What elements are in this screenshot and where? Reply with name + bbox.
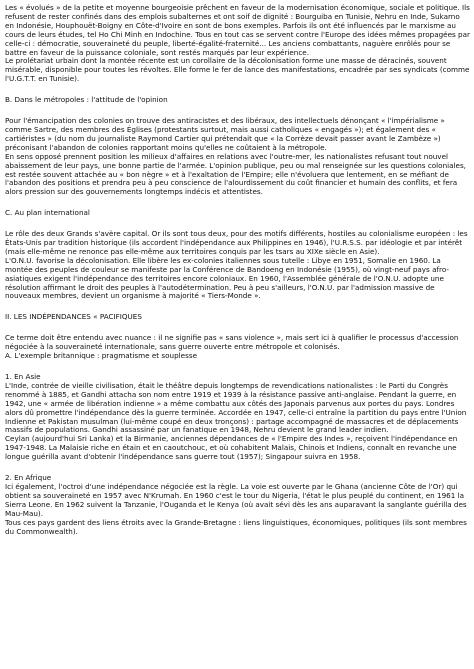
paragraph-ceylan: Ceylan (aujourd'hui Sri Lanka) et la Birmanie, anciennes dépendances de « l'Empire des Indes », reçoivent l'indépendance en 1947-1948. La Malaisie riche en étain et en caoutchouc, et où cohabitent Malais, Chinois et Indiens, connaît en revanche une longue guérilla avant d'obtenir l'indépendance sans guerre tout (1957); Singapour suivra en 1958. <box>5 434 458 462</box>
section-heading-independances: II. LES INDÉPENDANCES « PACIFIQUES <box>5 312 142 322</box>
paragraph-sens-oppose: En sens opposé prennent position les milieux d'affaires en relations avec l'outre-mer, les nationalistes refusant tout nouvel abaissement de leur pays, une bonne partie de l'armée. L'opinion publique, peu ou mal renseignée sur les questions coloniales, est restée souvent attachée au « bon nègre » et à l'exaltation de l'Empire; elle n'évoluera que lentement, en se méfiant de l'abandon des positions et prendra peu à peu conscience de l'alourdissement du coût financier et humain des conflits, et fera alors pression sur des gouvernements longtemps indécis et attentistes. <box>5 151 466 197</box>
paragraph-evolues: Les « évolués » de la petite et moyenne bourgeoisie prêchent en faveur de la modernisation économique, sociale et politique. Ils refusent de rester confinés dans des emplois subalternes et ont soif de dignité : Bourguiba en Tunisie, Nehru en Inde, Sukarno en Indonésie, Houphouët-Boigny en Côte-d'Ivoire en sont de bons exemples. Parfois ils ont été influencés par le marxisme au cours de leurs études, tel Ho Chi Minh en Indochine. Tous en tout cas se servent contre l'Europe des idées mêmes propagées par celle-ci : démocratie, souveraineté du peuple, liberté-égalité-fraternité... Les anciens combattants, naguère enrôlés pour se battre en faveur de la puissance coloniale, sont restés marqués par leur expérience. <box>5 3 470 57</box>
section-heading-metropoles: B. Dans le métropoles : l'attitude de l'opinion <box>5 95 168 105</box>
subsection-heading-afrique: 2. En Afrique <box>5 473 52 483</box>
subsection-heading-asie: 1. En Asie <box>5 372 41 381</box>
subsection-heading-britannique: A. L'exemple britannique : pragmatisme et souplesse <box>5 351 198 361</box>
document-page <box>5 4 470 536</box>
paragraph-nuance: Ce terme doit être entendu avec nuance : il ne signifie pas « sans violence », mais sert ici à qualifier le processus d'accession négociée à la souveraineté internationale, sans guerre ouverte entre métropole et colonisés. <box>5 333 459 352</box>
paragraph-inde: L'Inde, contrée de vieille civilisation, était le théâtre depuis longtemps de revendications nationalistes : le Parti du Congrès renommé à 1885, et Gandhi attacha son nom entre 1919 et 1939 à la résistance passive anti-anglaise. Pendant la guerre, en 1942, une « armée de libération indienne » a même combattu aux côtés des Japonais parvenus aux portes du pays. Londres alors dû promettre l'indépendance dès la guerre terminée. Accordée en 1947, celle-ci entraîne la partition du pays entre l'Union Indienne et Pakistan musulman (lui-même coupé en deux tronçons) : partage accompagné de massacres et de déplacements massifs de populations. Gandhi assassiné par un fanatique en 1948, Nehru devient le grand leader indien. <box>5 380 467 435</box>
section-heading-international: C. Au plan international <box>5 208 90 218</box>
paragraph-commonwealth: Tous ces pays gardent des liens étroits avec la Grande-Bretagne : liens linguistiques, économiques, politiques (ils sont membres du Commonwealth). <box>5 517 467 536</box>
paragraph-deux-grands: Le rôle des deux Grands s'avère capital. Or ils sont tous deux, pour des motifs différents, hostiles au colonialisme européen : les États-Unis par tradition historique (ils accordent l'indépendance aux Philippines en 1946), l'U.R.S.S. par idéologie et par intérêt (mais elle-même ne renonce pas elle-même aux territoires conquis par les tsars au XIXe siècle en Asie). <box>5 229 468 256</box>
paragraph-proletariat: Le prolétariat urbain dont la montée récente est un corollaire de la décolonisation forme une masse de déracinés, souvent misérable, disponible pour toutes les révoltes. Elle forme le fer de lance des manifestations, encadrée par ses syndicats (comme l'U.G.T.T. en Tunisie). <box>5 56 470 84</box>
paragraph-onu: L'O.N.U. favorise la décolonisation. Elle libère les ex-colonies italiennes sous tutelle : Libye en 1951, Somalie en 1960. La montée des peuples de couleur se manifeste par la Conférence de Bandoeng en Indonésie (1955), où vingt-neuf pays afro-asiatiques exigent l'indépendance des territoires encore coloniaux. En 1960, l'Assemblée générale de l'O.N.U. adopte une résolution affirmant le droit des peuples à l'autodétermination. Peu à peu s'ailleurs, l'O.N.U. par l'admission massive de nouveaux membres, devient un organisme à majorité « Tiers-Monde ». <box>5 255 449 301</box>
paragraph-emancipation: Pour l'émancipation des colonies on trouve des antiracistes et des libéraux, des intellectuels dénonçant « l'impérialisme » comme Sartre, des membres des Églises (protestants surtout, mais aussi catholiques « engagés »); et également des « cartiéristes » (du nom du journaliste Raymond Cartier qui prétendait que « la Corrèze devait passer avant le Zambèze ») préconisant l'abandon de colonies rapportant moins qu'elles ne coûtaient à la métropole. <box>5 116 445 152</box>
paragraph-afrique: Ici également, l'octroi d'une indépendance négociée est la règle. La voie est ouverte par le Ghana (ancienne Côte de l'Or) qui obtient sa souveraineté en 1957 avec N'Krumah. En 1960 c'est le tour du Nigeria, l'état le plus peuplé du continent, en 1961 la Sierra Leone. En 1962 suivent la Tanzanie, l'Ouganda et le Kenya (où avait sévi dès les ans auparavant la sanglante guérilla des Mau-Mau). <box>5 481 467 518</box>
